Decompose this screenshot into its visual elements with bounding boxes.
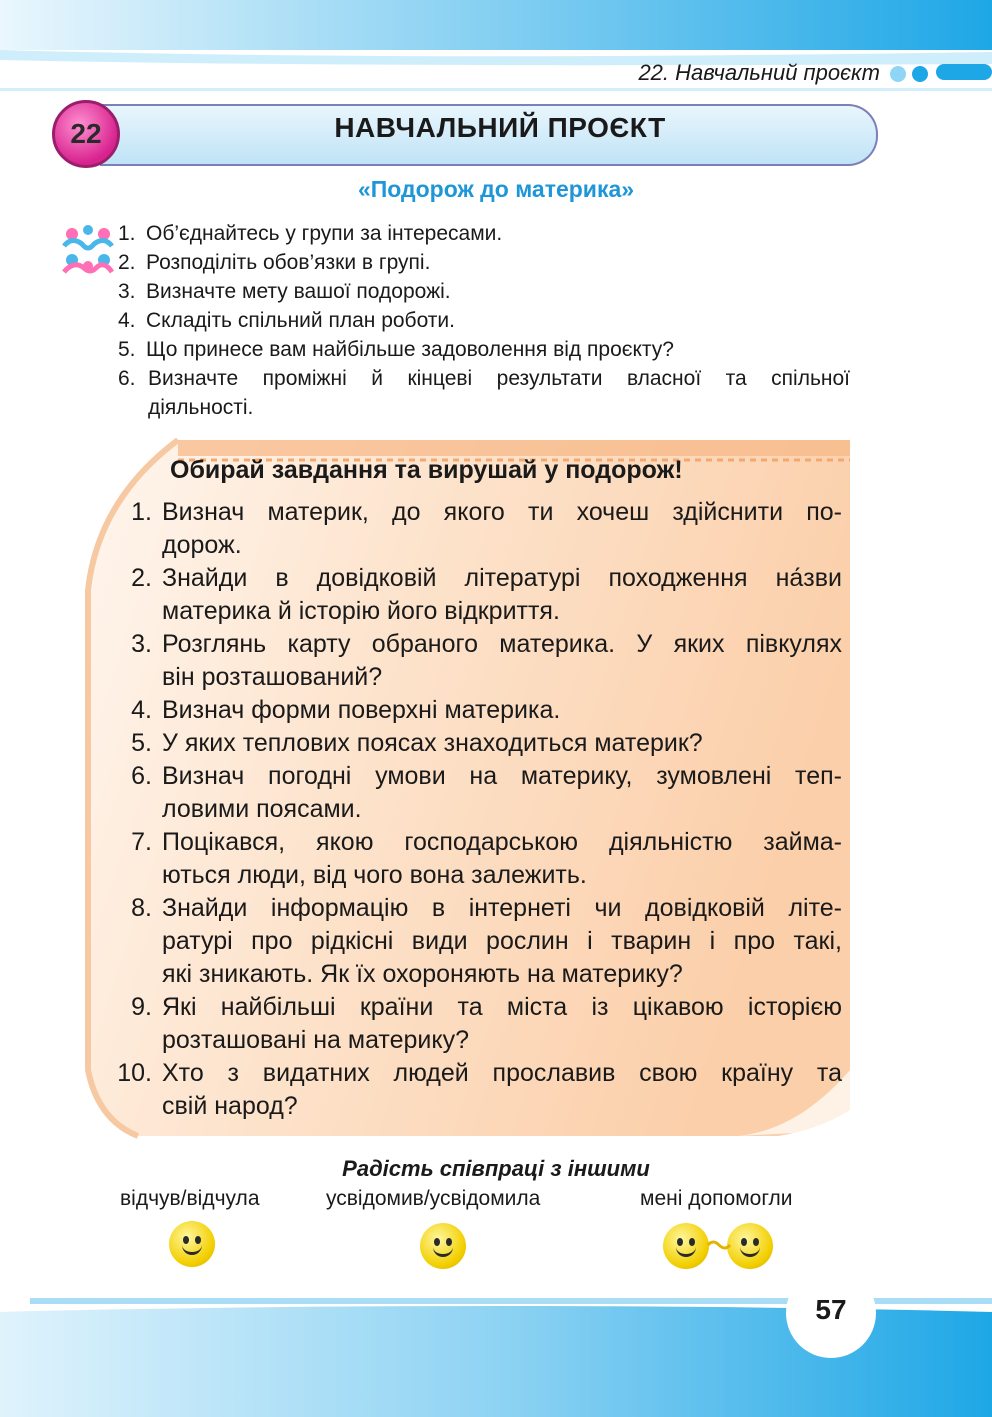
task-item: 7. Поцікався, якою господарською діяльністю займа- ються люди, від чого вона залежить. (131, 828, 842, 889)
task-item: 2. Знайди в довідковій літературі походження на́зви материка й історію його відкриття. (131, 564, 842, 625)
handshake-link-icon (706, 1238, 732, 1252)
step-item: 4. Складіть спільний план роботи. (118, 309, 455, 332)
reflection-label-realized: усвідомив/усвідомила (326, 1187, 541, 1210)
task-item: 5. У яких теплових поясах знаходиться материк? (131, 729, 703, 757)
smiley-icon[interactable] (420, 1223, 466, 1269)
task-item: 9. Які найбільші країни та міста із цікавою історією розташовані на материку? (131, 993, 842, 1054)
people-group-icon (60, 222, 116, 276)
page-number: 57 (815, 1294, 847, 1325)
step-item: 1. Об’єднайтесь у групи за інтересами. (118, 222, 503, 245)
running-head: 22. Навчальний проєкт (638, 60, 880, 85)
task-item: 6. Визнач погодні умови на материку, зумовлені теп- ловими поясами. (131, 762, 842, 823)
step-item: 2. Розподіліть обов’язки в групі. (118, 251, 431, 274)
task-item: 8. Знайди інформацію в інтернеті чи довідковій літе- ратурі про рідкісні види рослин і тварин і про такі, які зникають. Як їх охороняють на материку? (131, 894, 842, 988)
decorative-dot (890, 66, 906, 82)
top-decorative-band (0, 0, 992, 110)
reflection-label-felt: відчув/відчула (120, 1187, 260, 1210)
smiley-icon[interactable] (169, 1221, 215, 1267)
task-item: 1. Визнач материк, до якого ти хочеш здійснити по- дорож. (131, 498, 842, 559)
step-item: 3. Визначте мету вашої подорожі. (118, 280, 451, 303)
task-item: 4. Визнач форми поверхні материка. (131, 696, 561, 724)
decorative-dot (912, 66, 928, 82)
chapter-number: 22 (70, 118, 102, 149)
step-item: 5. Що принесе вам найбільше задоволення від проєкту? (118, 338, 674, 361)
task-item: 3. Розглянь карту обраного материка. У яких півкулях він розташований? (131, 630, 842, 691)
smiley-icon[interactable] (727, 1223, 773, 1269)
card-heading: Обирай завдання та вирушай у подорож! (170, 456, 683, 484)
chapter-title: НАВЧАЛЬНИЙ ПРОЄКТ (334, 112, 666, 143)
project-subtitle: «Подорож до материка» (357, 176, 635, 202)
smiley-icon[interactable] (663, 1223, 709, 1269)
reflection-label-helped: мені допомогли (640, 1187, 793, 1210)
task-item: 10. Хто з видатних людей прославив свою країну та свій народ? (117, 1059, 842, 1120)
step-item: 6. Визначте проміжні й кінцеві результати власної та спільної діяльності. (118, 367, 850, 419)
reflection-title: Радість співпраці з іншими (342, 1156, 650, 1181)
